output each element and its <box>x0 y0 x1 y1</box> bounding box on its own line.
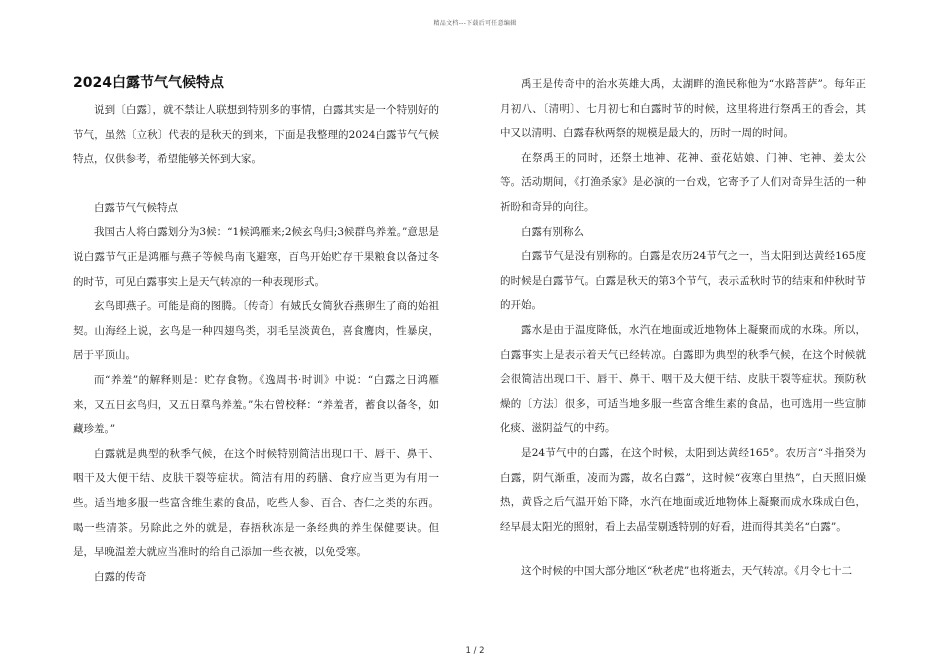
paragraph-yuwang: 禹王是传奇中的治水英雄大禹，太湖畔的渔民称他为“水路菩萨”。每年正月初八、〔清明〕、七月初七和白露时节的时候，这里将进行祭禹王的香会，其中又以清明、白露春秋两祭的规模是最大的，历时一周的时间。 <box>500 78 866 140</box>
paragraph-autumn-tiger: 这个时候的中国大部分地区“秋老虎”也将逝去，天气转凉。《月令七十二 <box>521 565 852 578</box>
paragraph-dew: 露水是由于温度降低，水汽在地面或近地物体上凝聚而成的水珠。所以，白露事实上是表示着天气已经转凉。白露即为典型的秋季气候，在这个时候就会很简洁出现口干、唇干、鼻干、咽干及大便干结、皮肤干裂等症状。预防秋燥的〔方法〕很多，可适当地多服一些富含维生素的食品，也可选用一些宣肺化痰、滋阴益气的中药。 <box>500 323 866 435</box>
right-column <box>500 72 866 584</box>
paragraph-solar-term: 白露节气是没有别称的。白露是农历24节气之一，当太阳到达黄经165度的时候是白露节气。白露是秋天的第3个节气，表示孟秋时节的结束和仲秋时节的开始。 <box>500 250 866 312</box>
paragraph-xuanniao: 玄鸟即燕子。可能是商的图腾。〔传奇〕有娀氏女简狄吞燕卵生了商的始祖契。山海经上说，玄鸟是一种四翅鸟类，羽毛呈淡黄色，喜食鹰肉，性暴戾，居于平顶山。 <box>73 300 439 362</box>
section-heading-climate: 白露节气气候特点 <box>94 201 178 214</box>
paragraph-yangxiu: 而“养羞”的解释则是：贮存食物。《逸周书·时训》中说：“白露之日鸿雁来，又五日玄鸟归，又五日羣鸟养羞。”朱右曾校释：“养羞者，蓄食以备冬，如藏珍羞。” <box>73 373 439 436</box>
page-header: 精品文档---下载后可任意编辑 <box>433 20 517 27</box>
section-heading-legend: 白露的传奇 <box>94 570 147 583</box>
article-title: 2024白露节气气候特点 <box>73 75 224 91</box>
left-column <box>73 72 439 589</box>
spacer <box>500 539 866 559</box>
paragraph-165-degrees: 是24节气中的白露，在这个时候，太阳到达黄经165°。农历言“斗指癸为白露，阴气渐重，凌而为露，故名白露”，这时候“夜寒白里热”，白天照旧燥热，黄昏之后气温开始下降，水汽在地面或近地物体上凝聚而成水珠成白色，经早晨太阳光的照射，看上去晶莹剔透特别的好看，进而得其美名“白露”。 <box>500 446 866 533</box>
paragraph-three-phases: 我国古人将白露划分为3候：“1候鸿雁来;2候玄鸟归;3候群鸟养羞。”意思是说白露节气正是鸿雁与燕子等候鸟南飞避寒，百鸟开始贮存干果粮食以备过冬的时节，可见白露事实上是天气转凉的一种表现形式。 <box>73 226 439 288</box>
page-number: 1 / 2 <box>465 646 485 656</box>
intro-paragraph: 说到〔白露〕，就不禁让人联想到特别多的事情，白露其实是一个特别好的节气，虽然〔立秋〕代表的是秋天的到来，下面是我整理的2024白露节气气候特点，仅供参考，希望能够关怀到大家。 <box>73 104 439 166</box>
section-heading-alias: 白露有别称么 <box>521 225 584 238</box>
paragraph-autumn-health: 白露就是典型的秋季气候，在这个时候特别简洁出现口干、唇干、鼻干、咽干及大便干结、皮肤干裂等症状。简洁有用的药膳、食疗应当更为有用一些。适当地多服一些富含维生素的食品，吃些人参、百合、杏仁之类的东西。喝一些清茶。另除此之外的就是，春捂秋冻是一条经典的养生保健要诀。但是，早晚温差大就应当准时的给自己添加一些衣被，以免受寒。 <box>73 447 439 559</box>
paragraph-worship: 在祭禹王的同时，还祭土地神、花神、蚕花姑娘、门神、宅神、姜太公等。活动期间，《打渔杀家》是必演的一台戏，它寄予了人们对奇异生活的一种祈盼和奇异的向往。 <box>500 151 866 213</box>
spacer <box>73 172 439 196</box>
